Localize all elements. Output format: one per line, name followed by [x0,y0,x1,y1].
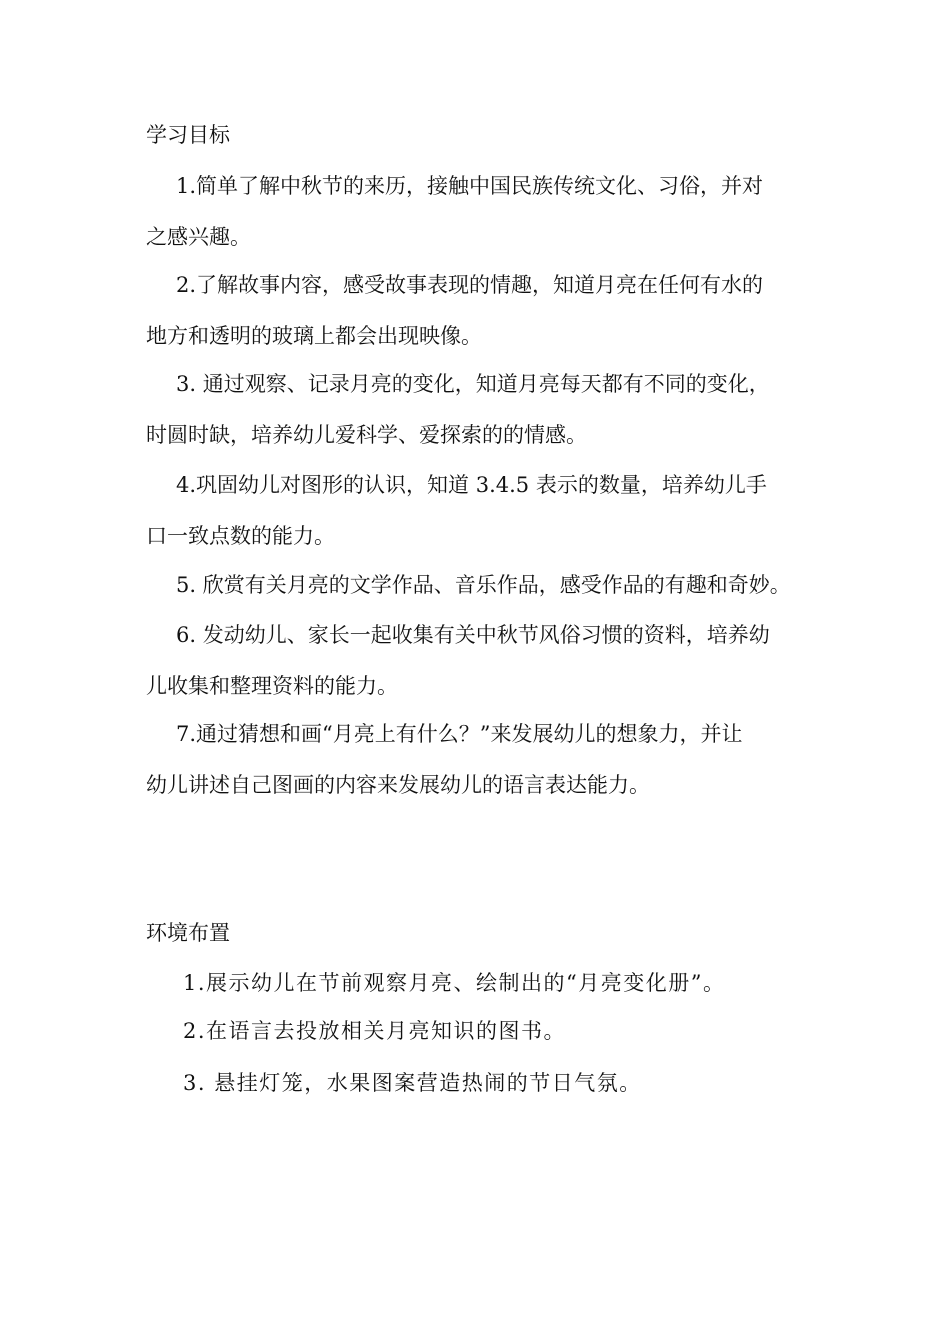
goal-item-4 [146,470,814,551]
goal-line: 之感兴趣。 [146,225,251,249]
goal-line: 6. 发动幼儿、家长一起收集有关中秋节风俗习惯的资料，培养幼 [176,623,770,647]
goal-item-7 [146,719,814,800]
goal-item-5 [146,570,814,600]
goal-line: 儿收集和整理资料的能力。 [146,674,398,698]
goal-line: 时圆时缺，培养幼儿爱科学、爱探索的的情感。 [146,423,587,447]
goal-line: 5. 欣赏有关月亮的文学作品、音乐作品，感受作品的有趣和奇妙。 [176,573,791,597]
environment-item-3: 3. 悬挂灯笼，水果图案营造热闹的节日气氛。 [183,1071,642,1095]
environment-item-2: 2.在语言去投放相关月亮知识的图书。 [183,1019,567,1043]
goal-item-6 [146,620,814,701]
goal-line: 3. 通过观察、记录月亮的变化，知道月亮每天都有不同的变化， [176,372,770,396]
section-title-goals: 学习目标 [146,123,230,147]
environment-item-1: 1.展示幼儿在节前观察月亮、绘制出的“月亮变化册”。 [183,971,726,995]
goal-line: 口一致点数的能力。 [146,524,335,548]
goal-item-3 [146,369,814,450]
goal-line: 4.巩固幼儿对图形的认识，知道 3.4.5 表示的数量，培养幼儿手 [176,473,767,497]
goal-line: 地方和透明的玻璃上都会出现映像。 [146,324,482,348]
goal-line: 1.简单了解中秋节的来历，接触中国民族传统文化、习俗，并对 [176,174,764,198]
goal-line: 幼儿讲述自己图画的内容来发展幼儿的语言表达能力。 [146,773,650,797]
goal-item-1 [146,171,814,252]
goal-line: 7.通过猜想和画“月亮上有什么？”来发展幼儿的想象力，并让 [176,722,743,746]
goal-item-2 [146,270,814,351]
section-title-environment: 环境布置 [146,921,230,945]
goal-line: 2.了解故事内容，感受故事表现的情趣，知道月亮在任何有水的 [176,273,764,297]
